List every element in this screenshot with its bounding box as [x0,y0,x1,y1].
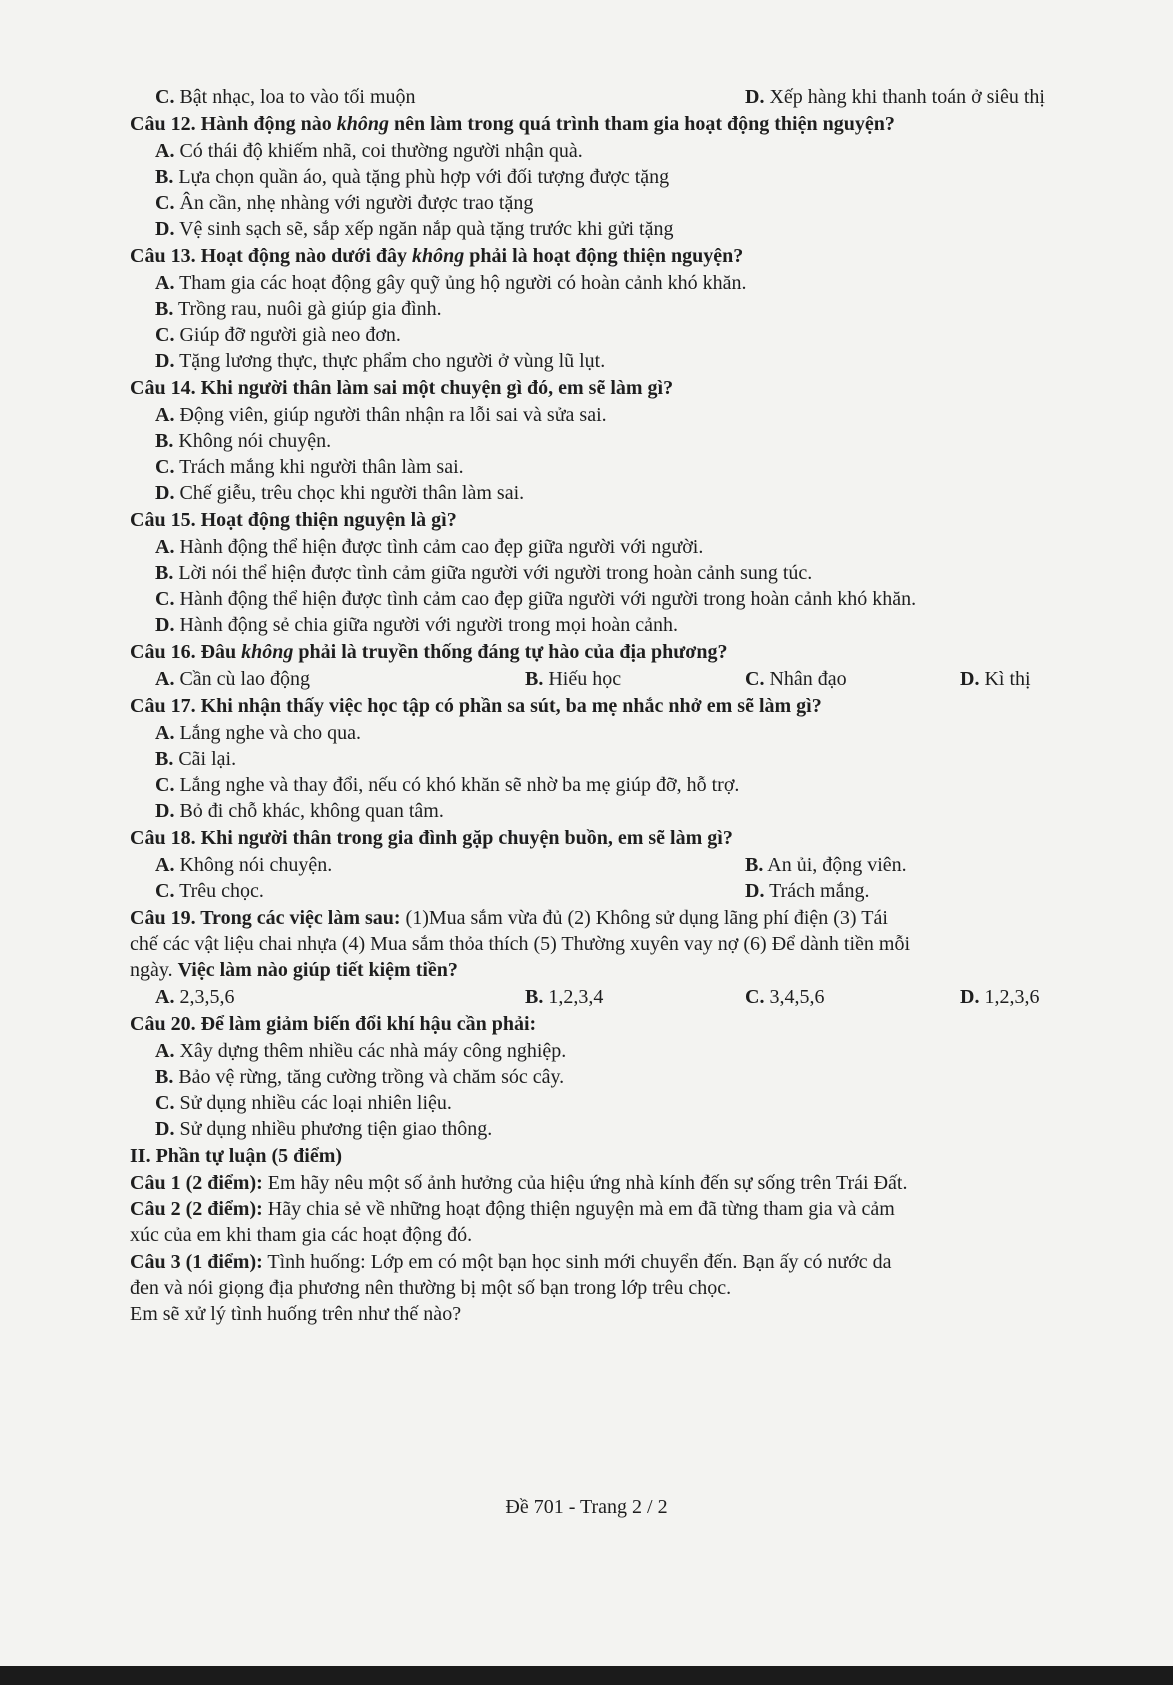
option-text: Trách mắng khi người thân làm sai. [179,456,464,478]
q12-option-d [155,216,1173,242]
essay-q3-question [130,1301,1173,1327]
essay-q1 [130,1170,1173,1196]
option-label: C. [155,324,175,346]
q19-stem-line3 [130,957,1173,983]
q13-stem [130,243,1173,269]
option-text: Nhân đạo [769,668,847,690]
option-label: B. [525,986,544,1008]
option-label: D. [745,86,765,108]
q20-stem [130,1011,1173,1037]
option-label: B. [155,748,174,770]
q20-option-d [155,1116,1173,1142]
q16-option-b [525,666,621,692]
essay-q2-label: Câu 2 (2 điểm): [130,1198,263,1220]
option-label: A. [155,404,175,426]
option-text: Hành động sẻ chia giữa người với người trong mọi hoàn cảnh. [179,614,679,636]
option-text: Lựa chọn quần áo, quà tặng phù hợp với đối tượng được tặng [178,166,670,188]
option-label: C. [155,588,175,610]
q13-option-a [155,270,1173,296]
option-label: D. [960,668,980,690]
option-label: B. [155,430,174,452]
essay-q3-text: Tình huống: Lớp em có một bạn học sinh mới chuyển đến. Bạn ấy có nước da [262,1251,892,1273]
q13-option-d [155,348,1173,374]
option-text: 2,3,5,6 [179,986,235,1008]
q12-option-c [155,190,1173,216]
option-label: A. [155,1040,175,1062]
q14-label: Câu 14. Khi người thân làm sai một chuyện gì đó, em sẽ làm gì? [130,377,674,399]
q12-rest: nên làm trong quá trình tham gia hoạt động thiện nguyện? [394,113,895,135]
option-text: Trồng rau, nuôi gà giúp gia đình. [177,298,442,320]
option-label: C. [155,1092,175,1114]
q15-option-b [155,560,1173,586]
q16-rest: phải là truyền thống đáng tự hào của địa phương? [298,641,728,663]
option-label: C. [155,86,175,108]
q19-stem-line2 [130,931,1173,957]
q20-option-a [155,1038,1173,1064]
option-label: A. [155,140,175,162]
option-label: B. [155,562,174,584]
part2-heading [130,1143,1173,1169]
q20-label: Câu 20. Để làm giảm biến đổi khí hậu cần phải: [130,1013,537,1035]
q16-options [155,666,1173,692]
q15-stem [130,507,1173,533]
q11-option-c: Bật nhạc, loa to vào tối muộn [174,86,416,108]
q18-options-cd [155,878,1173,904]
option-text: Trách mắng. [769,880,870,902]
option-label: C. [155,456,175,478]
option-text: 3,4,5,6 [769,986,825,1008]
q19-text-2: chế các vật liệu chai nhựa (4) Mua sắm thỏa thích (5) Thường xuyên vay nợ (6) Để dành tiền mỗi [130,933,910,955]
q14-stem [130,375,1173,401]
q19-option-c [745,984,824,1010]
option-label: D. [155,482,175,504]
option-text: Có thái độ khiếm nhã, coi thường người nhận quà. [179,140,583,162]
option-label: B. [525,668,544,690]
q19-question: Việc làm nào giúp tiết kiệm tiền? [177,959,458,981]
q17-label: Câu 17. Khi nhận thấy việc học tập có phần sa sút, ba mẹ nhắc nhở em sẽ làm gì? [130,695,822,717]
essay-q2 [130,1196,1173,1222]
q19-text-3: ngày. [130,959,173,981]
option-label: C. [745,668,765,690]
page-footer: Đề 701 - Trang 2 / 2 [505,1496,668,1518]
option-label: D. [155,800,175,822]
q20-option-c [155,1090,1173,1116]
option-label: A. [155,722,175,744]
q16-label: Câu 16. Đâu [130,641,237,663]
q15-option-d [155,612,1173,638]
option-label: A. [155,854,175,876]
option-text: Lời nói thể hiện được tình cảm giữa người với người trong hoàn cảnh sung túc. [178,562,813,584]
q12-stem [130,111,1173,137]
option-text: Sử dụng nhiều các loại nhiên liệu. [179,1092,452,1114]
q16-option-d [960,666,1031,692]
option-text: Vệ sinh sạch sẽ, sắp xếp ngăn nắp quà tặng trước khi gửi tặng [179,218,674,240]
option-text: Sử dụng nhiều phương tiện giao thông. [179,1118,493,1140]
q14-option-a [155,402,1173,428]
q11-options-cd [155,84,1173,110]
option-label: D. [155,1118,175,1140]
option-text: 1,2,3,4 [548,986,604,1008]
essay-q3-text-2: đen và nói giọng địa phương nên thường bị một số bạn trong lớp trêu chọc. [130,1277,732,1299]
option-label: A. [155,668,175,690]
q11-option-d: Xếp hàng khi thanh toán ở siêu thị [764,86,1045,108]
option-label: B. [155,298,174,320]
option-label: C. [745,986,765,1008]
q16-negation: không [241,641,294,663]
option-text: Hành động thể hiện được tình cảm cao đẹp giữa người với người. [179,536,704,558]
essay-q3-text-3: Em sẽ xử lý tình huống trên như thế nào? [130,1303,462,1325]
option-text: Bảo vệ rừng, tăng cường trồng và chăm sóc cây. [178,1066,565,1088]
option-text: 1,2,3,6 [984,986,1040,1008]
option-text: Cần cù lao động [179,668,310,690]
q14-option-d [155,480,1173,506]
part2-title: II. Phần tự luận (5 điểm) [130,1145,343,1167]
option-text: Không nói chuyện. [178,430,332,452]
q13-option-c [155,322,1173,348]
option-label: C. [155,880,175,902]
q15-option-c [155,586,1173,612]
option-text: Giúp đỡ người già neo đơn. [179,324,401,346]
option-text: Hành động thể hiện được tình cảm cao đẹp giữa người với người trong hoàn cảnh khó khăn. [179,588,917,610]
q16-option-c [745,666,847,692]
q12-option-a [155,138,1173,164]
option-text: Tặng lương thực, thực phẩm cho người ở vùng lũ lụt. [179,350,606,372]
option-label: B. [155,1066,174,1088]
option-label: A. [155,272,175,294]
q19-stem-line1 [130,905,1173,931]
option-text: Chế giễu, trêu chọc khi người thân làm sai. [179,482,525,504]
q17-option-d [155,798,1173,824]
scan-edge [0,1666,1173,1685]
q18-stem [130,825,1173,851]
option-text: Hiếu học [548,668,622,690]
q16-option-a [155,668,310,690]
q19-option-a [155,986,234,1008]
q17-stem [130,693,1173,719]
option-label: A. [155,986,175,1008]
option-text: Xây dựng thêm nhiều các nhà máy công nghiệp. [179,1040,567,1062]
q15-option-a [155,534,1173,560]
option-text: Lắng nghe và thay đổi, nếu có khó khăn sẽ nhờ ba mẹ giúp đỡ, hỗ trợ. [179,774,740,796]
q18-label: Câu 18. Khi người thân trong gia đình gặp chuyện buồn, em sẽ làm gì? [130,827,733,849]
essay-q1-label: Câu 1 (2 điểm): [130,1172,263,1194]
q11-option-d-wrap [745,84,1045,110]
q13-negation: không [412,245,465,267]
q14-option-c [155,454,1173,480]
option-text: Không nói chuyện. [179,854,333,876]
q18-option-c [155,880,264,902]
q17-option-a [155,720,1173,746]
q13-option-b [155,296,1173,322]
essay-q2-text-2: xúc của em khi tham gia các hoạt động đó. [130,1224,473,1246]
essay-q3 [130,1249,1173,1275]
q12-option-b [155,164,1173,190]
essay-q2-cont [130,1222,1173,1248]
option-text: An ủi, động viên. [767,854,907,876]
option-text: Tham gia các hoạt động gây quỹ ủng hộ người có hoàn cảnh khó khăn. [179,272,747,294]
q17-option-b [155,746,1173,772]
essay-q1-text: Em hãy nêu một số ảnh hưởng của hiệu ứng nhà kính đến sự sống trên Trái Đất. [262,1172,908,1194]
option-text: Kì thị [984,668,1031,690]
option-label: B. [155,166,174,188]
q15-label: Câu 15. Hoạt động thiện nguyện là gì? [130,509,457,531]
option-label: C. [155,192,175,214]
q18-option-b [745,852,907,878]
q19-options [155,984,1173,1010]
q18-option-d [745,878,869,904]
q19-option-b [525,984,603,1010]
q20-option-b [155,1064,1173,1090]
q12-label: Câu 12. Hành động nào [130,113,332,135]
option-text: Bỏ đi chỗ khác, không quan tâm. [179,800,444,822]
option-label: B. [745,854,764,876]
option-label: D. [960,986,980,1008]
option-label: D. [155,218,175,240]
option-text: Cãi lại. [178,748,237,770]
option-label: D. [155,350,175,372]
q13-rest: phải là hoạt động thiện nguyện? [469,245,744,267]
option-text: Ân cần, nhẹ nhàng với người được trao tặng [179,192,534,214]
essay-q3-cont [130,1275,1173,1301]
q16-stem [130,639,1173,665]
q18-option-a [155,854,332,876]
q17-option-c [155,772,1173,798]
q13-label: Câu 13. Hoạt động nào dưới đây [130,245,408,267]
essay-q3-label: Câu 3 (1 điểm): [130,1251,263,1273]
q14-option-b [155,428,1173,454]
option-text: Lắng nghe và cho qua. [179,722,362,744]
q12-negation: không [336,113,389,135]
q18-options-ab [155,852,1173,878]
essay-q2-text: Hãy chia sẻ về những hoạt động thiện nguyện mà em đã từng tham gia và cảm [262,1198,895,1220]
q19-label: Câu 19. Trong các việc làm sau: [130,907,401,929]
option-label: C. [155,774,175,796]
option-text: Động viên, giúp người thân nhận ra lỗi sai và sửa sai. [179,404,607,426]
option-label: D. [745,880,765,902]
option-label: A. [155,536,175,558]
option-label: D. [155,614,175,636]
q19-text-1: (1)Mua sắm vừa đủ (2) Không sử dụng lãng phí điện (3) Tái [405,907,888,929]
option-text: Trêu chọc. [179,880,264,902]
q19-option-d [960,984,1039,1010]
